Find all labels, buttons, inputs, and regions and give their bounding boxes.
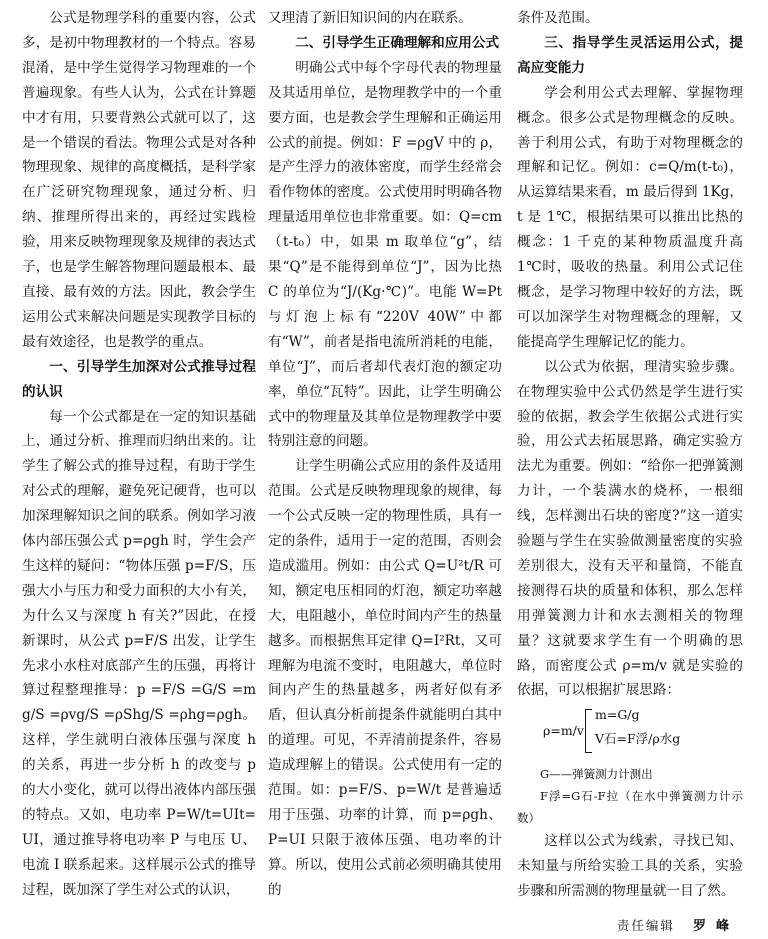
section-heading-2: 二、引导学生正确理解和应用公式: [295, 34, 500, 51]
paragraph-concepts: 学会利用公式去理解、掌握物理概念。很多公式是物理概念的反映。善于利用公式，有助于对物理概念的理解和记忆。例如：c=Q/m(t-t₀)，从运算结果来看，m 最后得到 1Kg，t 是 1℃，根据结果可以推出比热的概念：1 千克的某种物质温度升高 1℃时，吸收的热量。利用公式记住概念，是学习物理中较好的方法，既可以加深学生对物理概念的理解，又能提高学生理解记忆的能力。: [517, 84, 743, 350]
text-column-1: [22, 6, 256, 903]
density-formula-block: [517, 705, 743, 763]
editor-credit: [517, 914, 743, 939]
paragraph-intro: 公式是物理学科的重要内容，公式多，是初中物理教材的一个特点。容易混淆，是中学生觉得学习物理难的一个普遍现象。有些人认为，公式在计算题中才有用，只要背熟公式就可以了，这是一个错误的看法。物理公式是对各种物理现象、规律的高度概括，是科学家在广泛研究物理现象，通过分析、归纳、推理所得出来的，再经过实践检验，用来反映物理现象及规律的表达式子，也是学生解答物理问题最根本、最直接、最有效的方法。因此，教会学生运用公式来解决问题是实现教学目标的最有效途径，也是教学的重点。: [22, 10, 256, 350]
section-heading-3: 三、指导学生灵活运用公式，提高应变能力: [517, 34, 743, 76]
paragraph-conclusion: 这样以公式为线索，寻找已知、未知量与所给实验工具的关系，实验步骤和所需测的物理量就一目了然。: [517, 833, 743, 900]
paragraph-continuation: 条件及范围。: [517, 10, 599, 26]
note-gravity: G——弹簧测力计测出: [540, 767, 653, 782]
formula-volume: V石=F浮/ρ水g: [595, 731, 681, 747]
paragraph-symbols-units: 明确公式中每个字母代表的物理量及其适用单位，是物理教学中的一个重要方面，也是教会学生理解和正确运用公式的前提。例如：F =ρgV 中的 ρ，是产生浮力的液体密度，而学生经常会看作物体的密度。公式使用时明确各物理量适用单位也非常重要。如：Q=cm（t-t₀）中，如果 m 取单位“g”，结果“Q”是不能得到单位“J”，因为比热 C 的单位为“J/(Kg·℃)”。电能 W=Pt 与灯泡上标有“220V 40W”中都有“W”，前者是指电流所消耗的电能，单位“J”，而后者却代表灯泡的额定功率，单位“瓦特”。因此，让学生明确公式中的物理量及其单位是物理教学中要特别注意的问题。: [268, 59, 502, 450]
note-buoyancy: F浮=G石-F拉（在水中弹簧测力计示数）: [517, 789, 743, 826]
brace-icon: [585, 709, 592, 753]
section-heading-1: 一、引导学生加深对公式推导过程的认识: [22, 358, 256, 400]
editor-label: 责任编辑: [616, 918, 675, 934]
text-column-2: [268, 6, 502, 903]
paragraph-experiment: 以公式为依据，理清实验步骤。在物理实验中公式仍然是学生进行实验的依据，教会学生依据公式进行实验，用公式去拓展思路，确定实验方法尤为重要。例如：“给你一把弹簧测力计，一个装满水的烧杯，一根细线，怎样测出石块的密度?”这一道实验题与学生在实验做测量密度的实验差别很大，没有天平和量筒，不能直接测得石块的质量和体积，那么怎样用弹簧测力计和水去测相关的物理量？这就要求学生有一个明确的思路，而密度公式 ρ=m/v 就是实验的依据，可以根据扩展思路：: [517, 358, 743, 699]
text-column-3: [517, 6, 743, 939]
paragraph-derivation: 每一个公式都是在一定的知识基础上，通过分析、推理而归纳出来的。让学生了解公式的推导过程，有助于学生对公式的理解，避免死记硬背，也可以加深理解知识之间的联系。例如学习液体内部压强公式 p=ρgh 时，学生会产生这样的疑问：“物体压强 p=F/S，压强大小与压力和受力面积的大小有关，为什么又与深度 h 有关?”因此，在授新课时，从公式 p=F/S 出发，让学生先求小水柱对底部产生的压强，再将计算过程整理推导：p =F/S =G/S =mg/S =ρvg/S =ρShg/S =ρhg=ρgh。这样，学生就明白液体压强与深度 h 的关系，再进一步分析 h 的改变与 p 的大小变化，就可以得出液体内部压强的特点。又如，电功率 P=W/t=UIt=UI，通过推导将电功率 P 与电压 U、电流 I 联系起来。这样展示公式的推导过程，既加深了学生对公式的认识，: [22, 408, 256, 898]
editor-name: 罗峰: [692, 919, 739, 935]
paragraph-conditions: 让学生明确公式应用的条件及适用范围。公式是反映物理现象的规律，每一个公式反映一定的物理性质，具有一定的条件，适用于一定的范围，否则会造成滥用。例如：由公式 Q=U²t/R 可知，额定电压相同的灯泡，额定功率越大，电阻越小，单位时间内产生的热量越多。而根据焦耳定律 Q=I²Rt，又可理解为电流不变时，电阻越大，单位时间内产生的热量越多，两者好似有矛盾，但认真分析前提条件就能明白其中的道理。可见，不弄清前提条件，容易造成理解上的错误。公式使用有一定的范围。如：p=F/S、p=W/t 是普遍适用于压强、功率的计算，而 p=ρgh、P=UI 只限于液体压强、电功率的计算。所以，使用公式前必须明确其使用的: [268, 458, 502, 898]
paragraph-continuation: 又理清了新旧知识间的内在联系。: [268, 10, 472, 26]
formula-mass: m=G/g: [595, 707, 640, 723]
formula-lhs: ρ=m/v: [543, 723, 584, 739]
